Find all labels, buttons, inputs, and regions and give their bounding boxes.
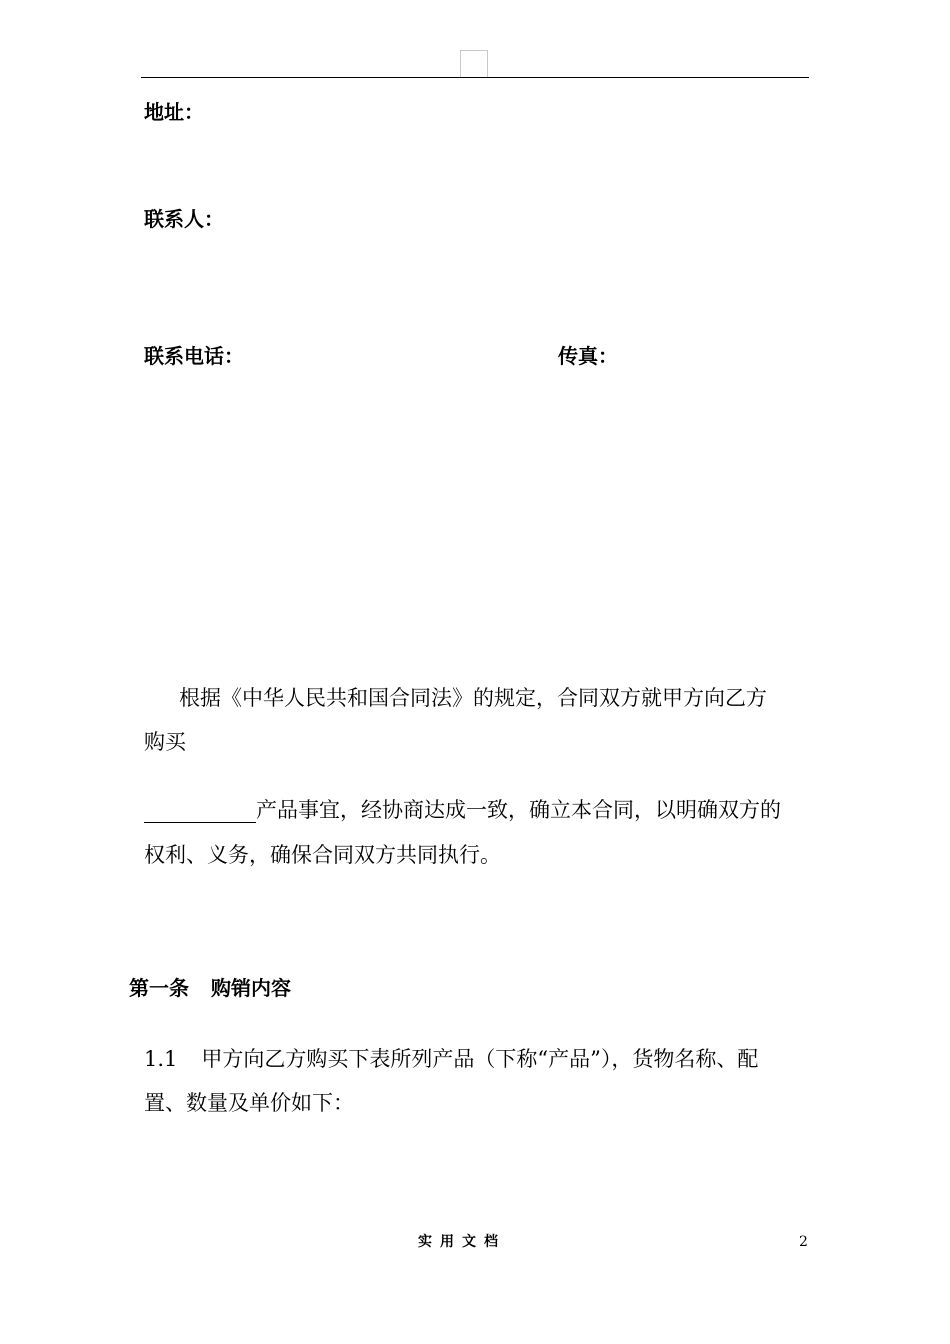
clause-line-1: [144, 1046, 758, 1072]
product-blank-line: [144, 800, 256, 823]
intro-line-1: 根据《中华人民共和国合同法》的规定，合同双方就甲方向乙方: [179, 686, 767, 710]
phone-label: 联系电话：: [144, 344, 244, 368]
address-label: 地址：: [144, 100, 204, 124]
header-frame-box: [460, 50, 488, 77]
contact-label: 联系人：: [144, 207, 224, 231]
section-title: 购销内容: [211, 976, 291, 1000]
intro-line-3-text: 产品事宜，经协商达成一致，确立本合同，以明确双方的: [256, 798, 781, 822]
intro-line-4: 权利、义务，确保合同双方共同执行。: [144, 843, 501, 867]
clause-number: 1.1: [144, 1047, 178, 1071]
section-heading: [129, 976, 291, 1000]
section-number: 第一条: [129, 976, 189, 1000]
footer-label: 实用文档: [418, 1234, 506, 1250]
header-rule: [141, 77, 809, 78]
intro-line-3: [144, 797, 781, 823]
clause-line-1-text: 甲方向乙方购买下表所列产品（下称“产品”），货物名称、配: [201, 1047, 759, 1071]
clause-line-2: 置、数量及单价如下：: [144, 1091, 354, 1115]
fax-label: 传真：: [558, 344, 618, 368]
intro-line-2: 购买: [144, 730, 186, 754]
page-number: 2: [799, 1234, 808, 1250]
